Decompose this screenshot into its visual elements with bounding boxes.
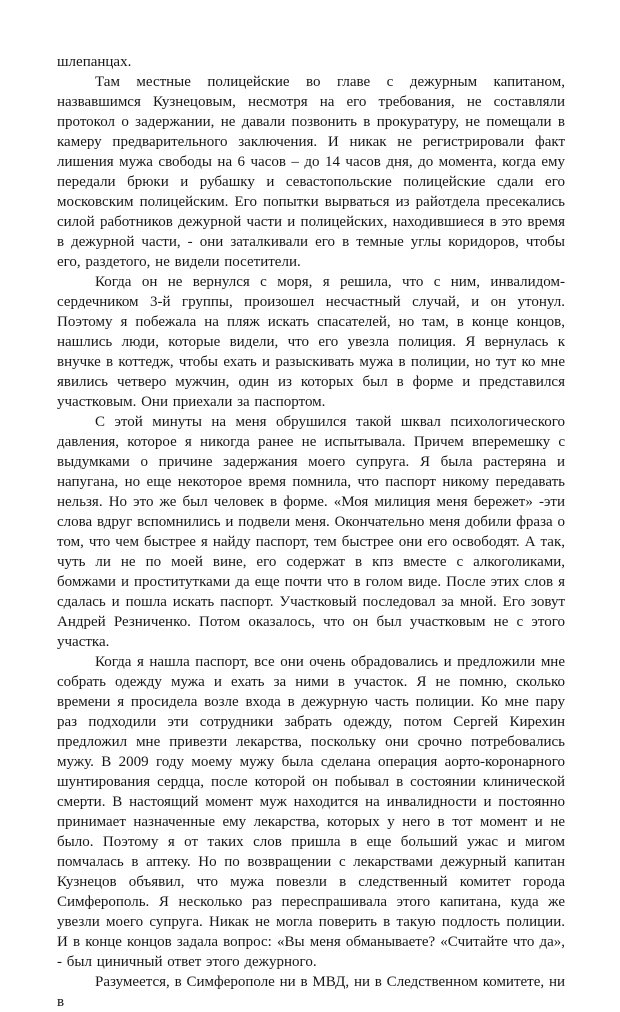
paragraph: Когда он не вернулся с моря, я решила, что с ним, инвалидом-сердечником 3-й группы, произошел несчастный случай, и он утонул. Поэтому я побежала на пляж искать спасателей, но там, в конце концов, нашлись люди, которые видели, что его увезла полиция. Я вернулась к внучке в коттедж, чтобы ехать и разыскивать мужа в полиции, но тут ко мне явились четверо мужчин, один из которых был в форме и представился участковым. Они приехали за паспортом. (57, 274, 565, 410)
paragraph: Там местные полицейские во главе с дежурным капитаном, назвавшимся Кузнецовым, несмотря на его требования, не составляли протокол о задержании, не давали позвонить в прокуратуру, не помещали в камеру предварительного заключения. И никак не регистрировали факт лишения мужа свободы на 6 часов – до 14 часов дня, до момента, когда ему передали брюки и рубашку и севастопольские полицейские сдали его московским полицейским. Его попытки вырваться из райотдела пресекались силой работников дежурной части и полицейских, находившиеся в это время в дежурной части, - они заталкивали его в темные углы коридоров, чтобы его, раздетого, не видели посетители. (57, 74, 565, 270)
paragraph: Когда я нашла паспорт, все они очень обрадовались и предложили мне собрать одежду мужа и ехать за ними в участок. Я не помню, сколько времени я просидела возле входа в дежурную часть полиции. Ко мне пару раз подходили эти сотрудники забрать одежду, потом Сергей Кирехин предложил мне привезти лекарства, поскольку они срочно потребовались мужу. В 2009 году моему мужу была сделана операция аорто-коронарного шунтирования сердца, после которой он побывал в состоянии клинической смерти. В настоящий момент муж находится на инвалидности и постоянно принимает назначенные ему лекарства, которых у него в тот момент и не было. Поэтому я от таких слов пришла в еще больший ужас и мигом помчалась в аптеку. Но по возвращении с лекарствами дежурный капитан Кузнецов объявил, что мужа повезли в следственный комитет города Симферополь. Я несколько раз переспрашивала этого капитана, куда же увезли моего супруга. Никак не могла поверить в такую подлость полиции. И в конце концов задала вопрос: «Вы меня обманываете? «Считайте что да», - был циничный ответ этого дежурного. (57, 654, 565, 970)
paragraph: Разумеется, в Симферополе ни в МВД, ни в Следственном комитете, ни в (57, 974, 565, 1010)
paragraph-continuation: шлепанцах. (57, 54, 132, 70)
paragraph: С этой минуты на меня обрушился такой шквал психологического давления, которое я никогда ранее не испытывала. Причем вперемешку с выдумками о причине задержания моего супруга. Я была растеряна и напугана, но еще некоторое время помнила, что паспорт никому передавать нельзя. Но это же был человек в форме. «Моя милиция меня бережет» -эти слова вдруг вспомнились и подвели меня. Окончательно меня добили фраза о том, что чем быстрее я найду паспорт, тем быстрее они его освободят. А так, чуть ли не по моей вине, его содержат в кпз вместе с алкоголиками, бомжами и проститутками да еще почти что в голом виде. После этих слов я сдалась и пошла искать паспорт. Участковый последовал за мной. Его зовут Андрей Резниченко. Потом оказалось, что он был участковым не с этого участка. (57, 414, 565, 650)
